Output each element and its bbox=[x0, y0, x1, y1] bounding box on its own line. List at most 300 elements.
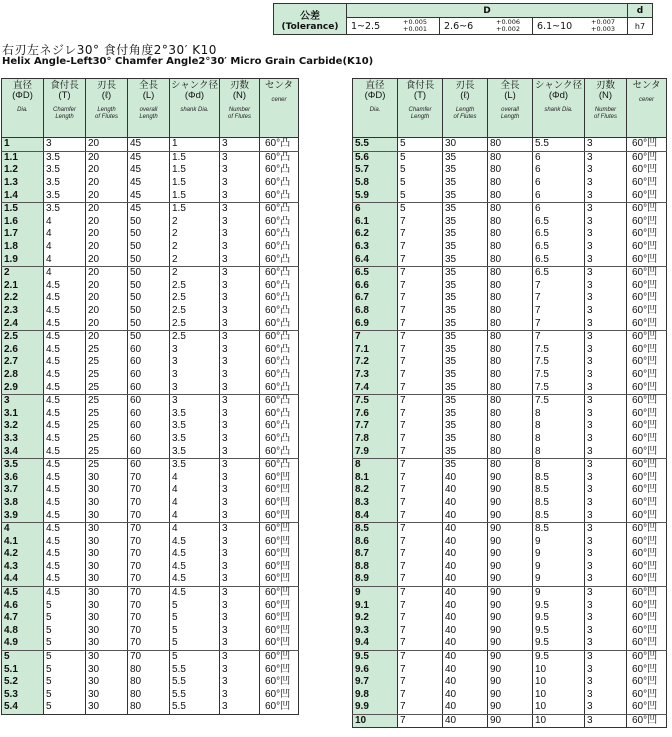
cell-overall-length: 50 bbox=[128, 280, 170, 293]
cell-flute-length: 35 bbox=[443, 151, 488, 164]
cell-overall-length: 70 bbox=[128, 509, 170, 522]
cell-shank-dia: 4.5 bbox=[170, 573, 220, 586]
cell-chamfer-length: 4.5 bbox=[44, 586, 86, 599]
cell-flute-length: 35 bbox=[443, 420, 488, 433]
cell-center: 60°凹 bbox=[627, 356, 667, 369]
cell-shank-dia: 8.5 bbox=[533, 484, 585, 497]
cell-chamfer-length: 7 bbox=[398, 689, 443, 702]
cell-dia: 8.8 bbox=[353, 561, 398, 574]
cell-overall-length: 80 bbox=[128, 676, 170, 689]
cell-shank-dia: 7.5 bbox=[533, 344, 585, 357]
cell-shank-dia: 3 bbox=[170, 381, 220, 394]
cell-dia: 5.4 bbox=[2, 701, 44, 714]
cell-flutes: 3 bbox=[585, 548, 627, 561]
cell-center: 60°凸 bbox=[260, 292, 299, 305]
cell-flutes: 3 bbox=[585, 714, 627, 728]
table-row bbox=[353, 637, 667, 650]
cell-dia: 5.1 bbox=[2, 663, 44, 676]
title-english: Helix Angle-Left30° Chamfer Angle2°30′ Micro Grain Carbide(K10) bbox=[2, 56, 374, 67]
cell-center: 60°凹 bbox=[260, 522, 299, 535]
cell-dia: 1.4 bbox=[2, 189, 44, 202]
cell-flutes: 3 bbox=[220, 138, 260, 152]
cell-chamfer-length: 5 bbox=[398, 177, 443, 190]
cell-flute-length: 25 bbox=[86, 433, 128, 446]
cell-shank-dia: 8 bbox=[533, 458, 585, 471]
cell-flutes: 3 bbox=[220, 535, 260, 548]
cell-center: 60°凹 bbox=[627, 189, 667, 202]
table-row bbox=[353, 177, 667, 190]
cell-dia: 3.1 bbox=[2, 407, 44, 420]
cell-center: 60°凹 bbox=[627, 381, 667, 394]
cell-chamfer-length: 7 bbox=[398, 548, 443, 561]
cell-flute-length: 35 bbox=[443, 445, 488, 458]
cell-flutes: 3 bbox=[585, 330, 627, 343]
cell-chamfer-length: 7 bbox=[398, 637, 443, 650]
cell-overall-length: 50 bbox=[128, 292, 170, 305]
cell-shank-dia: 4.5 bbox=[170, 586, 220, 599]
table-row bbox=[353, 369, 667, 382]
cell-chamfer-length: 7 bbox=[398, 497, 443, 510]
cell-chamfer-length: 7 bbox=[398, 344, 443, 357]
cell-chamfer-length: 4.5 bbox=[44, 509, 86, 522]
cell-chamfer-length: 5 bbox=[398, 202, 443, 215]
cell-flutes: 3 bbox=[585, 138, 627, 152]
table-row bbox=[2, 280, 299, 293]
cell-center: 60°凸 bbox=[260, 138, 299, 152]
cell-shank-dia: 6.5 bbox=[533, 253, 585, 266]
cell-dia: 7.9 bbox=[353, 445, 398, 458]
cell-shank-dia: 8.5 bbox=[533, 509, 585, 522]
cell-flutes: 3 bbox=[220, 344, 260, 357]
cell-dia: 3.7 bbox=[2, 484, 44, 497]
cell-flute-length: 20 bbox=[86, 164, 128, 177]
cell-flutes: 3 bbox=[220, 484, 260, 497]
cell-center: 60°凹 bbox=[627, 689, 667, 702]
cell-chamfer-length: 7 bbox=[398, 292, 443, 305]
cell-chamfer-length: 3 bbox=[44, 138, 86, 152]
cell-overall-length: 70 bbox=[128, 612, 170, 625]
cell-center: 60°凹 bbox=[260, 586, 299, 599]
cell-flute-length: 30 bbox=[86, 586, 128, 599]
cell-shank-dia: 9.5 bbox=[533, 637, 585, 650]
cell-center: 60°凹 bbox=[627, 535, 667, 548]
cell-chamfer-length: 7 bbox=[398, 676, 443, 689]
cell-shank-dia: 6 bbox=[533, 177, 585, 190]
cell-overall-length: 80 bbox=[488, 164, 533, 177]
cell-overall-length: 90 bbox=[488, 586, 533, 599]
cell-chamfer-length: 7 bbox=[398, 305, 443, 318]
cell-chamfer-length: 5 bbox=[398, 189, 443, 202]
cell-shank-dia: 1 bbox=[170, 138, 220, 152]
header-jp: 直径 (ΦD) bbox=[12, 80, 33, 101]
table-row bbox=[2, 689, 299, 702]
cell-flutes: 3 bbox=[220, 689, 260, 702]
cell-flutes: 3 bbox=[585, 305, 627, 318]
cell-overall-length: 80 bbox=[488, 253, 533, 266]
cell-overall-length: 60 bbox=[128, 369, 170, 382]
cell-overall-length: 90 bbox=[488, 625, 533, 638]
cell-center: 60°凹 bbox=[627, 586, 667, 599]
tolerance-value-3: +0.007 +0.003 bbox=[591, 18, 628, 35]
cell-flutes: 3 bbox=[585, 344, 627, 357]
table-row bbox=[353, 509, 667, 522]
cell-flutes: 3 bbox=[585, 561, 627, 574]
cell-overall-length: 70 bbox=[128, 573, 170, 586]
cell-overall-length: 70 bbox=[128, 484, 170, 497]
cell-flutes: 3 bbox=[220, 509, 260, 522]
cell-flutes: 3 bbox=[220, 650, 260, 663]
cell-dia: 5.3 bbox=[2, 689, 44, 702]
cell-center: 60°凹 bbox=[627, 369, 667, 382]
cell-shank-dia: 2 bbox=[170, 253, 220, 266]
cell-shank-dia: 4 bbox=[170, 497, 220, 510]
header-en: overall Length bbox=[500, 107, 520, 120]
cell-flutes: 3 bbox=[585, 484, 627, 497]
cell-overall-length: 45 bbox=[128, 177, 170, 190]
cell-dia: 8.4 bbox=[353, 509, 398, 522]
cell-flutes: 3 bbox=[585, 625, 627, 638]
cell-dia: 9.5 bbox=[353, 650, 398, 663]
cell-overall-length: 90 bbox=[488, 663, 533, 676]
cell-chamfer-length: 7 bbox=[398, 330, 443, 343]
cell-chamfer-length: 7 bbox=[398, 216, 443, 229]
table-row bbox=[2, 241, 299, 254]
cell-chamfer-length: 7 bbox=[398, 369, 443, 382]
cell-flutes: 3 bbox=[220, 420, 260, 433]
cell-dia: 2.4 bbox=[2, 317, 44, 330]
cell-flute-length: 30 bbox=[86, 625, 128, 638]
cell-chamfer-length: 4.5 bbox=[44, 458, 86, 471]
cell-chamfer-length: 4.5 bbox=[44, 369, 86, 382]
cell-shank-dia: 1.5 bbox=[170, 151, 220, 164]
cell-shank-dia: 4 bbox=[170, 509, 220, 522]
cell-flute-length: 25 bbox=[86, 356, 128, 369]
cell-dia: 1.3 bbox=[2, 177, 44, 190]
cell-overall-length: 80 bbox=[488, 433, 533, 446]
cell-chamfer-length: 4 bbox=[44, 266, 86, 279]
cell-overall-length: 50 bbox=[128, 330, 170, 343]
cell-overall-length: 60 bbox=[128, 394, 170, 407]
table-row bbox=[353, 344, 667, 357]
cell-chamfer-length: 4.5 bbox=[44, 497, 86, 510]
table-row bbox=[2, 586, 299, 599]
cell-dia: 3.2 bbox=[2, 420, 44, 433]
cell-flute-length: 20 bbox=[86, 305, 128, 318]
cell-shank-dia: 10 bbox=[533, 701, 585, 714]
cell-chamfer-length: 3.5 bbox=[44, 189, 86, 202]
cell-chamfer-length: 7 bbox=[398, 433, 443, 446]
cell-center: 60°凸 bbox=[260, 458, 299, 471]
cell-flute-length: 30 bbox=[86, 612, 128, 625]
cell-flutes: 3 bbox=[220, 280, 260, 293]
cell-overall-length: 60 bbox=[128, 458, 170, 471]
cell-shank-dia: 6 bbox=[533, 164, 585, 177]
cell-dia: 3.3 bbox=[2, 433, 44, 446]
cell-shank-dia: 1.5 bbox=[170, 164, 220, 177]
cell-shank-dia: 7.5 bbox=[533, 356, 585, 369]
table-row bbox=[2, 535, 299, 548]
cell-overall-length: 90 bbox=[488, 484, 533, 497]
cell-center: 60°凹 bbox=[260, 612, 299, 625]
cell-shank-dia: 9 bbox=[533, 561, 585, 574]
cell-chamfer-length: 7 bbox=[398, 381, 443, 394]
cell-shank-dia: 7.5 bbox=[533, 369, 585, 382]
table-row bbox=[353, 138, 667, 152]
cell-chamfer-length: 7 bbox=[398, 356, 443, 369]
cell-shank-dia: 9 bbox=[533, 548, 585, 561]
cell-shank-dia: 9 bbox=[533, 535, 585, 548]
cell-overall-length: 70 bbox=[128, 561, 170, 574]
cell-shank-dia: 5.5 bbox=[170, 689, 220, 702]
cell-center: 60°凹 bbox=[627, 625, 667, 638]
cell-center: 60°凸 bbox=[260, 266, 299, 279]
cell-center: 60°凸 bbox=[260, 305, 299, 318]
cell-shank-dia: 3.5 bbox=[170, 407, 220, 420]
header-flutes bbox=[220, 79, 260, 138]
cell-dia: 4.4 bbox=[2, 573, 44, 586]
cell-flute-length: 20 bbox=[86, 138, 128, 152]
tolerance-label: 公差 (Tolerance) bbox=[274, 4, 347, 35]
cell-center: 60°凸 bbox=[260, 317, 299, 330]
cell-chamfer-length: 7 bbox=[398, 253, 443, 266]
cell-center: 60°凸 bbox=[260, 164, 299, 177]
cell-chamfer-length: 4.5 bbox=[44, 561, 86, 574]
cell-dia: 8.6 bbox=[353, 535, 398, 548]
cell-overall-length: 90 bbox=[488, 535, 533, 548]
cell-center: 60°凹 bbox=[627, 445, 667, 458]
cell-center: 60°凹 bbox=[260, 625, 299, 638]
cell-chamfer-length: 4.5 bbox=[44, 548, 86, 561]
cell-flutes: 3 bbox=[220, 407, 260, 420]
header-flutes bbox=[585, 79, 627, 138]
cell-center: 60°凹 bbox=[627, 138, 667, 152]
cell-flutes: 3 bbox=[585, 189, 627, 202]
cell-dia: 5 bbox=[2, 650, 44, 663]
header-en: Number of Flutes bbox=[593, 107, 617, 120]
cell-overall-length: 70 bbox=[128, 637, 170, 650]
cell-flute-length: 35 bbox=[443, 189, 488, 202]
table-row bbox=[353, 612, 667, 625]
cell-flutes: 3 bbox=[220, 637, 260, 650]
cell-flute-length: 35 bbox=[443, 292, 488, 305]
cell-flute-length: 40 bbox=[443, 625, 488, 638]
cell-flutes: 3 bbox=[585, 177, 627, 190]
cell-center: 60°凹 bbox=[627, 241, 667, 254]
cell-shank-dia: 8 bbox=[533, 407, 585, 420]
table-row bbox=[2, 407, 299, 420]
cell-flutes: 3 bbox=[220, 216, 260, 229]
cell-flutes: 3 bbox=[585, 509, 627, 522]
cell-center: 60°凹 bbox=[627, 548, 667, 561]
cell-shank-dia: 6 bbox=[533, 202, 585, 215]
header-dia bbox=[2, 79, 44, 138]
cell-flutes: 3 bbox=[220, 164, 260, 177]
cell-overall-length: 90 bbox=[488, 522, 533, 535]
cell-center: 60°凹 bbox=[260, 484, 299, 497]
header-jp: 刃長 (ℓ) bbox=[96, 80, 116, 101]
table-row bbox=[353, 484, 667, 497]
cell-center: 60°凸 bbox=[260, 228, 299, 241]
cell-shank-dia: 4.5 bbox=[170, 561, 220, 574]
cell-overall-length: 80 bbox=[488, 305, 533, 318]
table-row bbox=[2, 599, 299, 612]
table-row bbox=[2, 356, 299, 369]
cell-center: 60°凸 bbox=[260, 344, 299, 357]
cell-center: 60°凹 bbox=[627, 344, 667, 357]
header-en: shank Dia. bbox=[544, 107, 573, 113]
cell-chamfer-length: 4 bbox=[44, 253, 86, 266]
table-row bbox=[353, 433, 667, 446]
cell-center: 60°凹 bbox=[627, 573, 667, 586]
cell-flute-length: 35 bbox=[443, 177, 488, 190]
cell-flute-length: 20 bbox=[86, 228, 128, 241]
cell-center: 60°凹 bbox=[260, 471, 299, 484]
table-row bbox=[353, 471, 667, 484]
cell-flutes: 3 bbox=[585, 420, 627, 433]
cell-dia: 5.5 bbox=[353, 138, 398, 152]
cell-overall-length: 80 bbox=[488, 458, 533, 471]
cell-flutes: 3 bbox=[220, 189, 260, 202]
cell-chamfer-length: 4.5 bbox=[44, 573, 86, 586]
cell-overall-length: 60 bbox=[128, 407, 170, 420]
cell-dia: 7 bbox=[353, 330, 398, 343]
cell-flutes: 3 bbox=[585, 663, 627, 676]
cell-shank-dia: 3 bbox=[170, 344, 220, 357]
cell-dia: 2 bbox=[2, 266, 44, 279]
cell-flute-length: 20 bbox=[86, 216, 128, 229]
cell-shank-dia: 10 bbox=[533, 676, 585, 689]
cell-overall-length: 80 bbox=[488, 138, 533, 152]
cell-chamfer-length: 4.5 bbox=[44, 433, 86, 446]
cell-flutes: 3 bbox=[220, 330, 260, 343]
cell-chamfer-length: 3.5 bbox=[44, 151, 86, 164]
cell-center: 60°凸 bbox=[260, 330, 299, 343]
cell-center: 60°凹 bbox=[627, 471, 667, 484]
header-shank-dia bbox=[533, 79, 585, 138]
table-row bbox=[353, 497, 667, 510]
cell-chamfer-length: 7 bbox=[398, 407, 443, 420]
cell-chamfer-length: 5 bbox=[398, 164, 443, 177]
cell-shank-dia: 7 bbox=[533, 305, 585, 318]
cell-overall-length: 90 bbox=[488, 497, 533, 510]
table-row bbox=[353, 202, 667, 215]
cell-flute-length: 35 bbox=[443, 202, 488, 215]
cell-flutes: 3 bbox=[585, 407, 627, 420]
cell-flute-length: 30 bbox=[443, 138, 488, 152]
cell-shank-dia: 4 bbox=[170, 522, 220, 535]
cell-flutes: 3 bbox=[585, 216, 627, 229]
cell-shank-dia: 6.5 bbox=[533, 241, 585, 254]
cell-flute-length: 40 bbox=[443, 676, 488, 689]
table-row bbox=[2, 650, 299, 663]
cell-flute-length: 20 bbox=[86, 241, 128, 254]
cell-center: 60°凹 bbox=[627, 612, 667, 625]
table-row bbox=[353, 356, 667, 369]
cell-flute-length: 20 bbox=[86, 330, 128, 343]
cell-overall-length: 70 bbox=[128, 548, 170, 561]
cell-flute-length: 35 bbox=[443, 433, 488, 446]
table-row bbox=[2, 663, 299, 676]
cell-center: 60°凹 bbox=[260, 561, 299, 574]
cell-chamfer-length: 5 bbox=[398, 138, 443, 152]
cell-chamfer-length: 5 bbox=[44, 650, 86, 663]
tolerance-d-value: h7 bbox=[628, 18, 653, 35]
cell-flute-length: 30 bbox=[86, 548, 128, 561]
table-row bbox=[2, 420, 299, 433]
cell-chamfer-length: 5 bbox=[44, 612, 86, 625]
header-en: Length of Flutes bbox=[94, 107, 118, 120]
cell-flutes: 3 bbox=[585, 599, 627, 612]
cell-flutes: 3 bbox=[220, 305, 260, 318]
cell-flute-length: 40 bbox=[443, 497, 488, 510]
cell-overall-length: 80 bbox=[488, 292, 533, 305]
table-row bbox=[2, 381, 299, 394]
table-row bbox=[353, 663, 667, 676]
table-row bbox=[353, 599, 667, 612]
cell-center: 60°凸 bbox=[260, 381, 299, 394]
cell-chamfer-length: 4.5 bbox=[44, 535, 86, 548]
cell-center: 60°凹 bbox=[260, 650, 299, 663]
tolerance-range-3: 6.1~10 bbox=[533, 18, 592, 35]
table-row bbox=[2, 445, 299, 458]
cell-center: 60°凹 bbox=[260, 637, 299, 650]
cell-flute-length: 40 bbox=[443, 573, 488, 586]
cell-flute-length: 40 bbox=[443, 522, 488, 535]
table-row bbox=[353, 522, 667, 535]
cell-overall-length: 90 bbox=[488, 637, 533, 650]
cell-flutes: 3 bbox=[585, 650, 627, 663]
cell-center: 60°凹 bbox=[627, 407, 667, 420]
cell-shank-dia: 7 bbox=[533, 292, 585, 305]
cell-dia: 9.1 bbox=[353, 599, 398, 612]
cell-dia: 9.6 bbox=[353, 663, 398, 676]
cell-chamfer-length: 3.5 bbox=[44, 164, 86, 177]
cell-dia: 8.5 bbox=[353, 522, 398, 535]
cell-dia: 4.1 bbox=[2, 535, 44, 548]
cell-center: 60°凸 bbox=[260, 433, 299, 446]
cell-flute-length: 35 bbox=[443, 228, 488, 241]
cell-dia: 6.9 bbox=[353, 317, 398, 330]
cell-dia: 4.6 bbox=[2, 599, 44, 612]
cell-shank-dia: 3 bbox=[170, 369, 220, 382]
header-jp: 刃長 (ℓ) bbox=[455, 80, 475, 101]
cell-dia: 4.8 bbox=[2, 625, 44, 638]
cell-shank-dia: 7 bbox=[533, 280, 585, 293]
cell-dia: 2.1 bbox=[2, 280, 44, 293]
cell-chamfer-length: 4 bbox=[44, 228, 86, 241]
header-overall-length bbox=[488, 79, 533, 138]
table-row bbox=[353, 701, 667, 714]
cell-flute-length: 35 bbox=[443, 369, 488, 382]
header-jp: センタ bbox=[264, 80, 294, 91]
cell-dia: 4 bbox=[2, 522, 44, 535]
cell-dia: 2.6 bbox=[2, 344, 44, 357]
cell-flutes: 3 bbox=[585, 394, 627, 407]
cell-center: 60°凹 bbox=[627, 330, 667, 343]
cell-dia: 4.5 bbox=[2, 586, 44, 599]
table-row bbox=[353, 266, 667, 279]
cell-flutes: 3 bbox=[220, 369, 260, 382]
header-en: Dia. bbox=[17, 107, 28, 113]
table-row bbox=[2, 344, 299, 357]
spec-table-right bbox=[352, 78, 667, 728]
cell-overall-length: 50 bbox=[128, 253, 170, 266]
cell-center: 60°凸 bbox=[260, 420, 299, 433]
cell-chamfer-length: 4.5 bbox=[44, 522, 86, 535]
cell-shank-dia: 9.5 bbox=[533, 599, 585, 612]
cell-shank-dia: 2.5 bbox=[170, 292, 220, 305]
cell-overall-length: 80 bbox=[488, 356, 533, 369]
